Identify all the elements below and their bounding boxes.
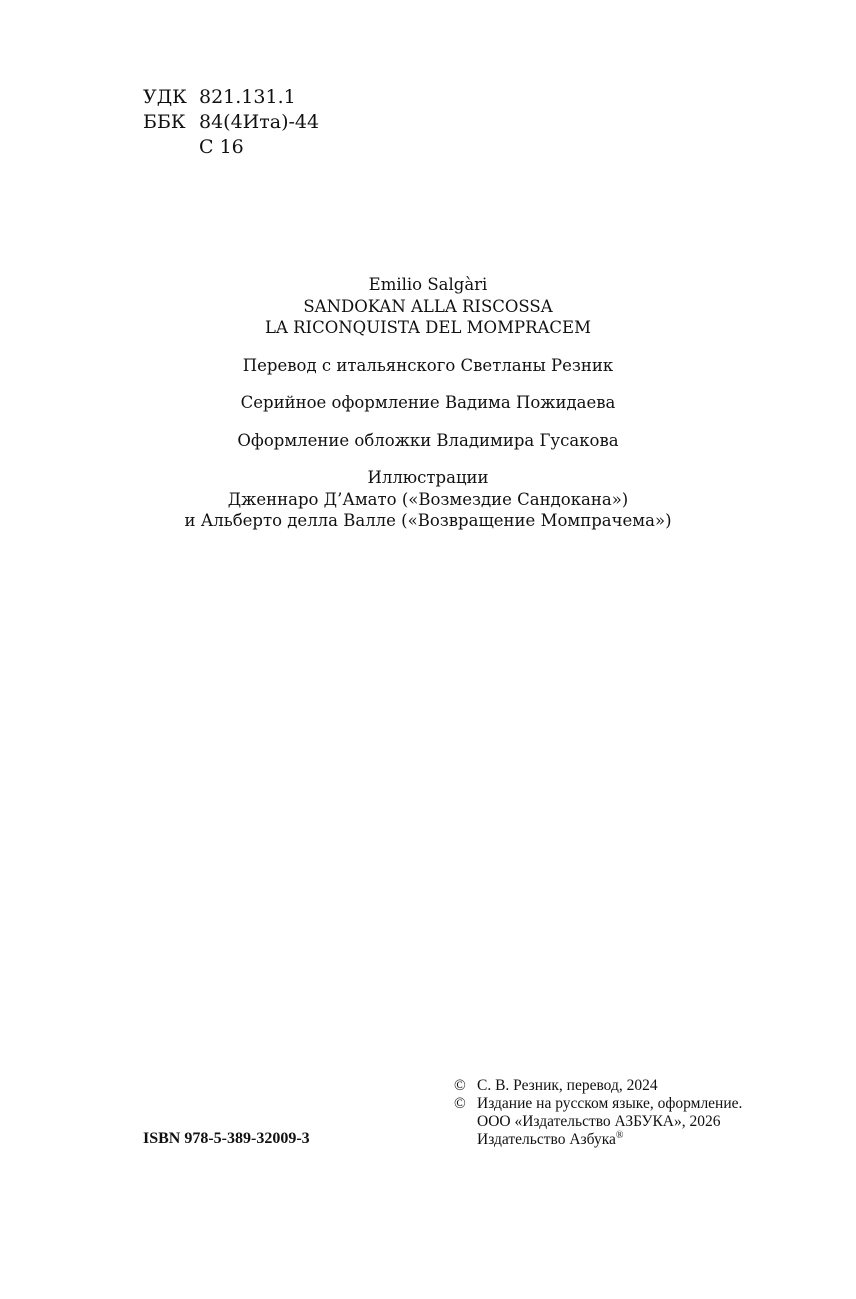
copyright-edition: © Издание на русском языке, оформление. (454, 1095, 743, 1112)
author-mark: С 16 (199, 136, 244, 158)
copyright-icon: © (454, 1095, 466, 1112)
udk-label: УДК (143, 86, 187, 108)
copyright-block (454, 1077, 742, 1149)
bbk-value: 84(4Ита)-44 (199, 111, 320, 133)
author-mark-row (143, 135, 319, 160)
registered-mark: ® (615, 1130, 624, 1141)
illustrations-line-1: Дженнаро Д’Амато («Возмездие Сандокана») (227, 489, 629, 509)
original-title-block (0, 274, 856, 339)
illustrations-heading: Иллюстрации (367, 468, 489, 487)
copyright-imprint: Издательство Азбука® (477, 1130, 624, 1148)
copyright-icon: © (454, 1077, 466, 1094)
isbn: ISBN 978-5-389-32009-3 (143, 1130, 310, 1147)
udk-row (143, 85, 319, 110)
illustrations-block (0, 467, 856, 532)
bbk-label: ББК (143, 111, 186, 133)
copyright-translation: © С. В. Резник, перевод, 2024 (454, 1077, 658, 1094)
copyright-publisher: ООО «Издательство АЗБУКА», 2026 (477, 1113, 721, 1130)
udk-value: 821.131.1 (199, 86, 296, 108)
cover-design-credit: Оформление обложки Владимира Гусакова (237, 430, 619, 450)
translation-credit: Перевод с итальянского Светланы Резник (242, 355, 614, 375)
series-design-credit: Серийное оформление Вадима Пожидаева (240, 393, 616, 412)
original-title-line-1: SANDOKAN ALLA RISCOSSA (303, 296, 553, 316)
bbk-row (143, 110, 319, 135)
original-title-line-2: LA RICONQUISTA DEL MOMPRACEM (265, 318, 591, 337)
original-author: Emilio Salgàri (368, 275, 488, 294)
credits-block (0, 274, 856, 532)
catalog-codes (143, 85, 319, 160)
illustrations-line-2: и Альберто делла Валле («Возвращение Момпрачема») (184, 511, 672, 530)
